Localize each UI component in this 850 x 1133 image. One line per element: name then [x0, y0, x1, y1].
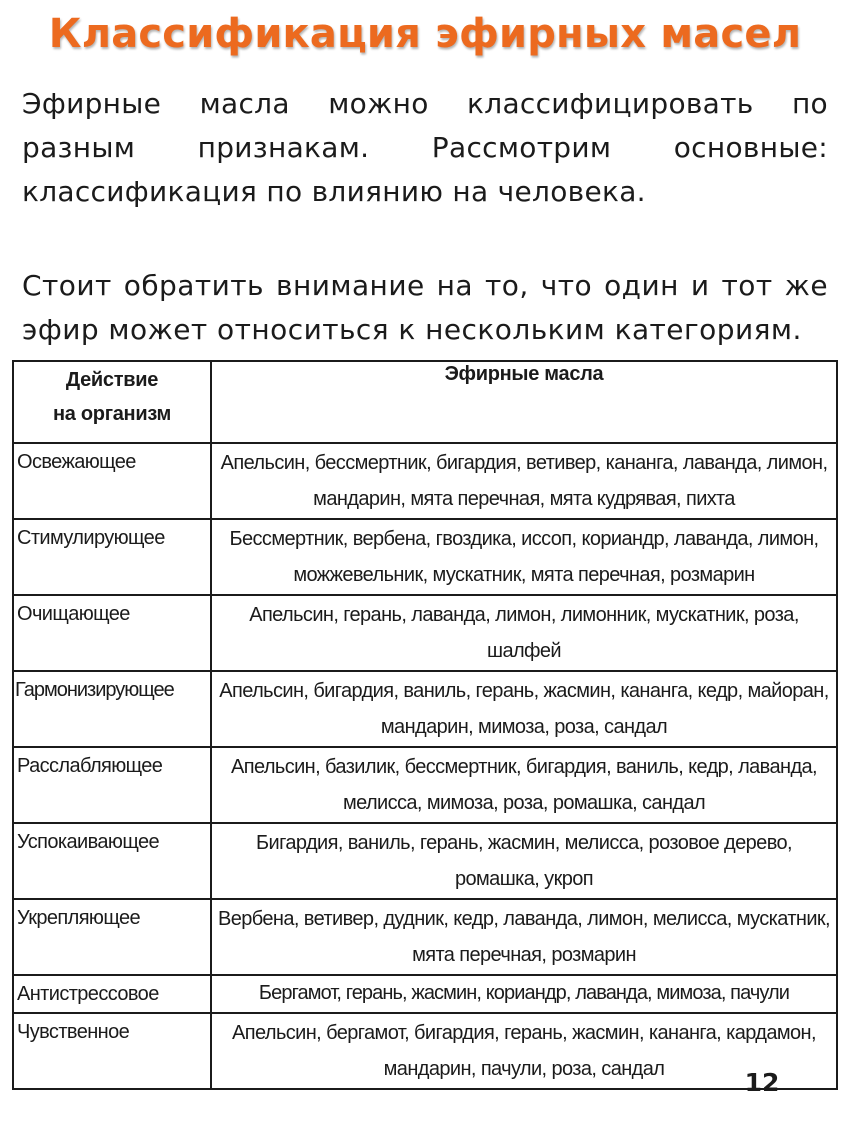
oils-cell: Бигардия, ваниль, герань, жасмин, мелисса, розовое дерево, ромашка, укроп	[211, 823, 837, 899]
effect-cell: Чувственное	[13, 1013, 211, 1089]
effect-column-header	[13, 361, 211, 443]
effect-header-line1: Действие	[65, 369, 159, 391]
table-row	[13, 671, 837, 747]
note-paragraph: Стоит обратить внимание на то, что один и тот же эфир может относиться к нескольким категориям.	[22, 269, 828, 346]
table-row	[13, 595, 837, 671]
effect-cell: Укрепляющее	[13, 899, 211, 975]
table-row	[13, 747, 837, 823]
oils-cell: Апельсин, бигардия, ваниль, герань, жасмин, кананга, кедр, майоран, мандарин, мимоза, роза, сандал	[211, 671, 837, 747]
page-number: 12	[744, 1068, 780, 1097]
table-row	[13, 899, 837, 975]
effect-cell: Расслабляющее	[13, 747, 211, 823]
table-row	[13, 975, 837, 1013]
oils-cell: Бергамот, герань, жасмин, кориандр, лаванда, мимоза, пачули	[211, 975, 837, 1013]
effect-cell: Антистрессовое	[13, 975, 211, 1013]
effect-cell: Успокаивающее	[13, 823, 211, 899]
page-title: Классификация эфирных масел	[48, 11, 802, 57]
oils-cell: Бессмертник, вербена, гвоздика, иссоп, кориандр, лаванда, лимон, можжевельник, мускатник, мята перечная, розмарин	[211, 519, 837, 595]
table-row	[13, 823, 837, 899]
oils-cell: Апельсин, бергамот, бигардия, герань, жасмин, кананга, кардамон, мандарин, пачули, роза, сандал	[211, 1013, 837, 1089]
oils-column-header: Эфирные масла	[211, 361, 837, 443]
oils-cell: Апельсин, герань, лаванда, лимон, лимонник, мускатник, роза, шалфей	[211, 595, 837, 671]
oils-classification-table	[12, 360, 838, 1090]
oils-cell: Апельсин, бессмертник, бигардия, ветивер, кананга, лаванда, лимон, мандарин, мята перечная, мята кудрявая, пихта	[211, 443, 837, 519]
effect-cell: Освежающее	[13, 443, 211, 519]
oils-cell: Апельсин, базилик, бессмертник, бигардия, ваниль, кедр, лаванда, мелисса, мимоза, роза, ромашка, сандал	[211, 747, 837, 823]
intro-paragraph: Эфирные масла можно классифицировать по разным признакам. Рассмотрим основные: классификация по влиянию на человека.	[22, 87, 828, 208]
effect-cell: Гармонизирующее	[13, 671, 211, 747]
table-row	[13, 1013, 837, 1089]
effect-header-line2: на организм	[53, 403, 171, 425]
oils-cell: Вербена, ветивер, дудник, кедр, лаванда, лимон, мелисса, мускатник, мята перечная, розмарин	[211, 899, 837, 975]
table-header-row	[13, 361, 837, 443]
effect-cell: Очищающее	[13, 595, 211, 671]
effect-cell: Стимулирующее	[13, 519, 211, 595]
table-row	[13, 519, 837, 595]
table-row	[13, 443, 837, 519]
